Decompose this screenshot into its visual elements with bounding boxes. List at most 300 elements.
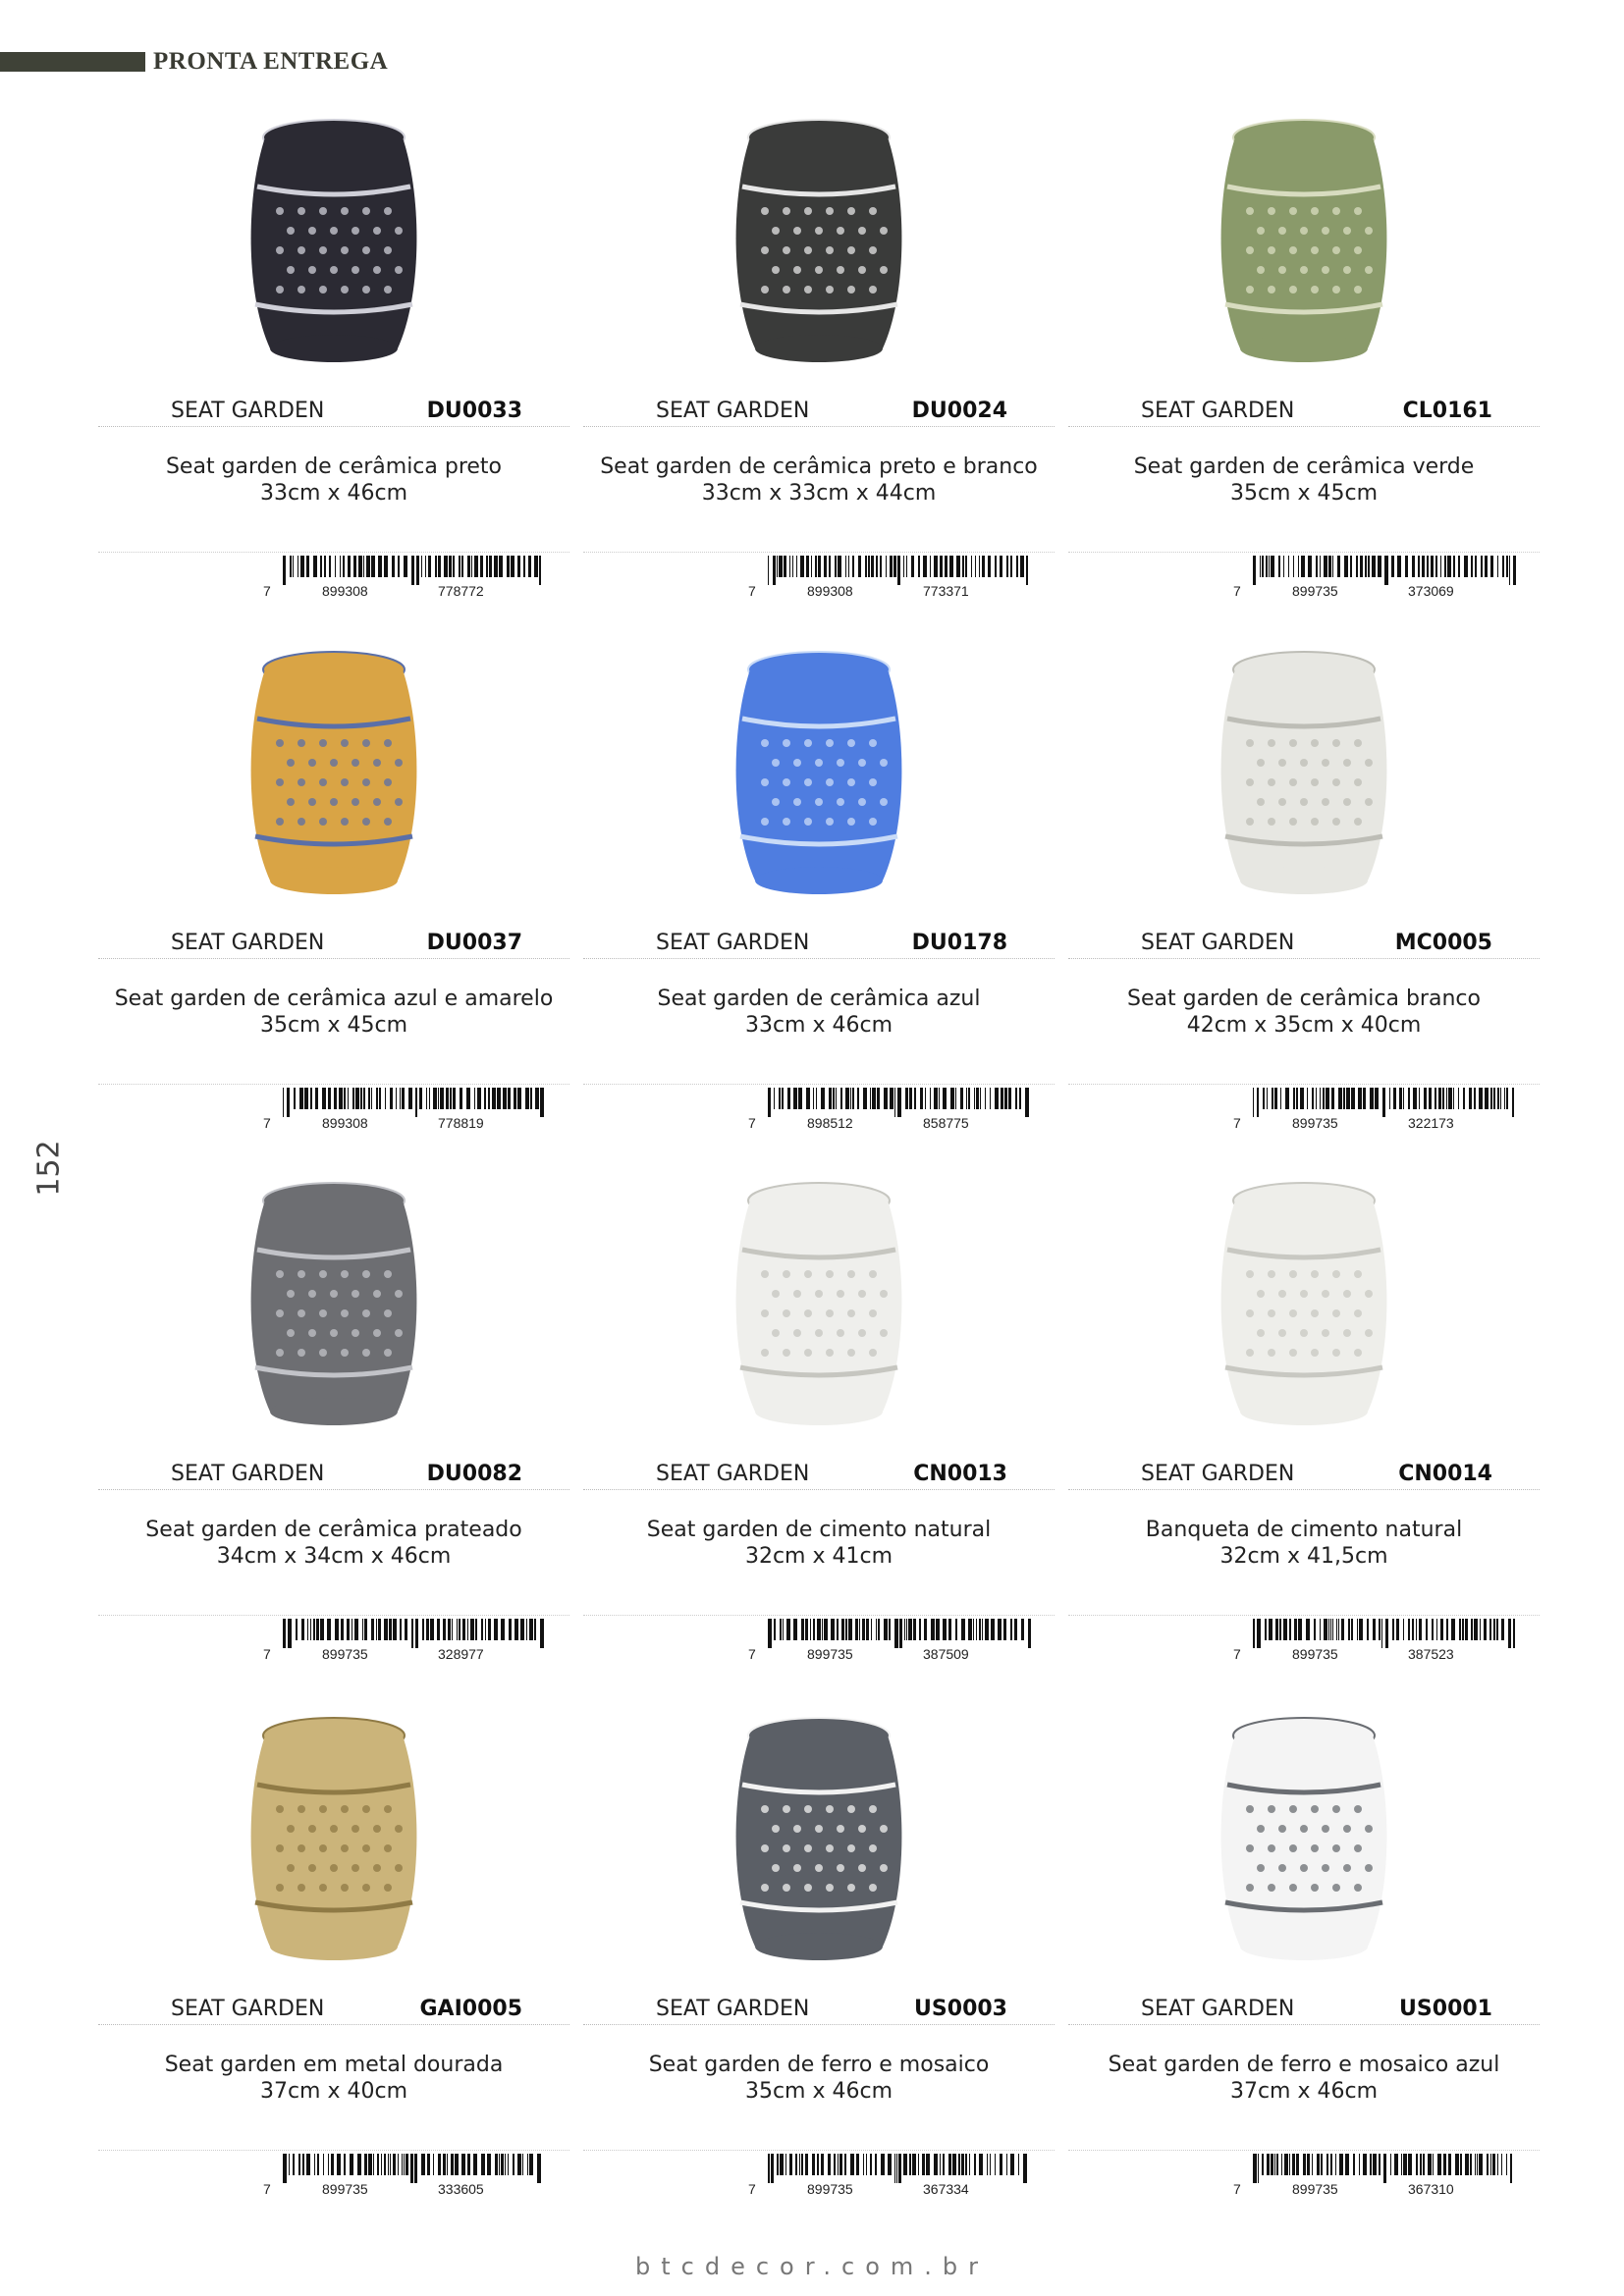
product-code: DU0178 bbox=[911, 931, 1007, 955]
divider bbox=[583, 2150, 1055, 2151]
description-text: Banqueta de cimento natural bbox=[1145, 1518, 1463, 1542]
barcode-bar bbox=[1408, 1619, 1410, 1640]
barcode-bars-icon bbox=[283, 2154, 548, 2183]
barcode-bar bbox=[1003, 1619, 1006, 1640]
barcode-bar bbox=[362, 1619, 363, 1640]
barcode-bar bbox=[451, 2154, 454, 2175]
barcode-bar bbox=[974, 2154, 976, 2175]
barcode-bar bbox=[898, 2154, 901, 2183]
barcode-bar bbox=[968, 1088, 970, 1109]
barcode-bar bbox=[425, 556, 426, 577]
barcode-bar bbox=[1458, 1088, 1459, 1109]
barcode-bar bbox=[952, 2154, 956, 2175]
barcode-bar bbox=[529, 1619, 533, 1640]
barcode-bar bbox=[841, 1619, 844, 1640]
barcode-bar bbox=[1502, 556, 1504, 577]
barcode-bar bbox=[288, 1619, 292, 1648]
barcode-bar bbox=[1346, 1088, 1350, 1109]
description-text: Seat garden de cerâmica azul bbox=[657, 987, 981, 1011]
barcode-bar bbox=[1438, 1088, 1441, 1109]
barcode-bar bbox=[1016, 556, 1018, 577]
product-code: DU0082 bbox=[426, 1462, 522, 1486]
barcode-first-digit: 7 bbox=[748, 2181, 756, 2197]
barcode-bar bbox=[415, 1088, 417, 1117]
barcode-first-digit: 7 bbox=[1233, 1646, 1241, 1662]
product-row bbox=[98, 1462, 569, 1490]
barcode-bar bbox=[871, 1619, 872, 1640]
barcode-bar bbox=[290, 556, 292, 577]
barcode-bar bbox=[1263, 1088, 1265, 1109]
divider bbox=[98, 1084, 569, 1085]
barcode-bar bbox=[1008, 1088, 1011, 1109]
barcode-bar bbox=[768, 1619, 772, 1648]
dimensions-text: 32cm x 41,5cm bbox=[1219, 1544, 1388, 1569]
barcode-bar bbox=[985, 1619, 989, 1640]
barcode-bar bbox=[1320, 1088, 1321, 1109]
barcode-bar bbox=[364, 2154, 367, 2175]
barcode-bar bbox=[283, 1088, 284, 1117]
barcode-bar bbox=[486, 556, 488, 577]
description-text: Seat garden de cerâmica verde bbox=[1133, 454, 1475, 479]
barcode-bar bbox=[487, 2154, 491, 2175]
barcode-bars-icon bbox=[1253, 1619, 1518, 1648]
product-code: CL0161 bbox=[1402, 399, 1492, 423]
barcode-bar bbox=[1258, 2154, 1259, 2183]
barcode-bar bbox=[1392, 1619, 1394, 1640]
barcode-bar bbox=[1324, 1619, 1327, 1640]
barcode-bar bbox=[872, 1088, 876, 1109]
barcode-bar bbox=[353, 556, 356, 577]
barcode-bar bbox=[777, 2154, 779, 2175]
barcode-bar bbox=[968, 1619, 972, 1640]
barcode-bar bbox=[1359, 2154, 1360, 2175]
barcode-bar bbox=[1357, 1619, 1358, 1640]
barcode-bar bbox=[1353, 2154, 1355, 2175]
barcode-bar bbox=[1006, 556, 1008, 577]
barcode-bars-icon bbox=[283, 1088, 548, 1117]
barcode-bar bbox=[520, 1619, 524, 1640]
barcode-bar bbox=[517, 556, 520, 577]
barcode-bar bbox=[470, 1619, 474, 1640]
barcode-first-digit: 7 bbox=[748, 583, 756, 599]
barcode-bar bbox=[344, 2154, 346, 2175]
barcode-bar bbox=[1289, 1619, 1291, 1640]
barcode-bar bbox=[922, 2154, 925, 2175]
barcode bbox=[1233, 556, 1528, 597]
barcode-bar bbox=[948, 2154, 951, 2175]
barcode-bar bbox=[856, 2154, 859, 2175]
barcode-bar bbox=[822, 1619, 823, 1640]
barcode-bar bbox=[988, 556, 991, 577]
barcode-bar bbox=[780, 2154, 784, 2175]
barcode-bar bbox=[889, 1619, 891, 1640]
barcode-bar bbox=[1285, 1088, 1289, 1109]
barcode-bar bbox=[1470, 2154, 1472, 2175]
barcode-bars-icon bbox=[1253, 556, 1518, 585]
barcode-bar bbox=[1337, 556, 1340, 577]
barcode-bar bbox=[466, 1088, 470, 1109]
barcode-bar bbox=[866, 2154, 867, 2175]
divider bbox=[98, 1615, 569, 1616]
barcode-bar bbox=[537, 2154, 541, 2183]
barcode-bar bbox=[1455, 2154, 1459, 2175]
barcode-bar bbox=[501, 1619, 505, 1640]
barcode-bar bbox=[995, 2154, 996, 2175]
barcode-bar bbox=[1405, 556, 1408, 577]
barcode-bar bbox=[934, 2154, 938, 2175]
barcode-bar bbox=[930, 556, 931, 577]
barcode-bar bbox=[377, 2154, 379, 2175]
barcode-bar bbox=[393, 2154, 396, 2175]
barcode-bar bbox=[1301, 556, 1305, 577]
barcode bbox=[263, 1088, 558, 1129]
barcode-bar bbox=[845, 1088, 849, 1109]
barcode-bar bbox=[501, 2154, 504, 2175]
barcode-group-2: 367334 bbox=[923, 2181, 969, 2197]
barcode-bar bbox=[534, 1619, 536, 1640]
barcode-bar bbox=[310, 1088, 312, 1109]
barcode-bar bbox=[535, 1088, 539, 1109]
barcode-bar bbox=[1360, 556, 1363, 577]
description-text: Seat garden de cerâmica azul e amarelo bbox=[114, 987, 554, 1011]
barcode-bar bbox=[393, 1619, 397, 1640]
dimensions-text: 37cm x 46cm bbox=[1229, 2079, 1379, 2104]
barcode-bar bbox=[484, 1088, 486, 1109]
barcode-bar bbox=[313, 1619, 315, 1640]
barcode-bar bbox=[421, 2154, 425, 2175]
barcode bbox=[748, 2154, 1043, 2195]
barcode-bar bbox=[406, 2154, 408, 2175]
dimensions-text: 35cm x 45cm bbox=[259, 1013, 408, 1038]
barcode-bar bbox=[1379, 1619, 1380, 1640]
barcode-bar bbox=[852, 556, 854, 577]
barcode-bar bbox=[863, 2154, 864, 2175]
barcode-bar bbox=[299, 1088, 303, 1109]
barcode-bar bbox=[474, 556, 478, 577]
barcode-bar bbox=[354, 1619, 358, 1640]
barcode-bar bbox=[398, 2154, 399, 2175]
barcode-bar bbox=[965, 2154, 967, 2175]
barcode-bar bbox=[1269, 1619, 1272, 1640]
barcode-bar bbox=[449, 556, 452, 577]
barcode-bar bbox=[1412, 556, 1415, 577]
barcode-bar bbox=[1423, 2154, 1425, 2175]
barcode-bar bbox=[786, 1619, 790, 1640]
barcode-bar bbox=[857, 1088, 859, 1109]
barcode-bar bbox=[1465, 1619, 1468, 1640]
barcode-bar bbox=[1401, 2154, 1402, 2175]
barcode-bar bbox=[343, 556, 345, 577]
barcode-bar bbox=[1383, 2154, 1386, 2183]
product-row bbox=[1068, 931, 1540, 959]
barcode-bar bbox=[924, 1619, 927, 1640]
barcode-bar bbox=[911, 556, 914, 577]
barcode-bar bbox=[1379, 2154, 1380, 2175]
barcode-bar bbox=[976, 1619, 977, 1640]
barcode-bar bbox=[829, 556, 831, 577]
barcode-bar bbox=[508, 2154, 509, 2175]
barcode-bar bbox=[800, 556, 804, 577]
barcode-group-2: 778819 bbox=[438, 1115, 484, 1131]
barcode-bar bbox=[335, 556, 336, 577]
barcode-bar bbox=[971, 556, 972, 577]
barcode-bar bbox=[1351, 1619, 1353, 1640]
barcode-bar bbox=[894, 1619, 898, 1648]
barcode-first-digit: 7 bbox=[263, 1115, 271, 1131]
barcode-bar bbox=[934, 556, 938, 577]
barcode-bar bbox=[1485, 1088, 1489, 1109]
barcode-bar bbox=[357, 2154, 361, 2175]
barcode-bar bbox=[1427, 556, 1429, 577]
barcode-bar bbox=[943, 1088, 947, 1109]
barcode-bar bbox=[982, 1619, 983, 1640]
barcode-bar bbox=[1442, 1088, 1444, 1109]
barcode-bar bbox=[787, 1088, 790, 1109]
divider bbox=[1068, 2150, 1540, 2151]
barcode-bar bbox=[1321, 2154, 1323, 2175]
product-code: DU0037 bbox=[426, 931, 522, 955]
barcode-bar bbox=[1283, 1619, 1287, 1640]
barcode-bar bbox=[817, 1619, 821, 1640]
barcode-bar bbox=[1497, 1088, 1499, 1109]
barcode-bar bbox=[1328, 1619, 1329, 1640]
barcode-bar bbox=[1019, 1088, 1021, 1109]
barcode-bar bbox=[1359, 1619, 1363, 1640]
barcode-group-1: 899735 bbox=[322, 2181, 368, 2197]
barcode-bar bbox=[1480, 1619, 1481, 1640]
barcode-bar bbox=[471, 556, 472, 577]
barcode-bar bbox=[961, 1619, 965, 1640]
product-code: US0003 bbox=[914, 1997, 1007, 2021]
footer-website[interactable]: btcdecor.com.br bbox=[635, 2253, 989, 2280]
barcode-bar bbox=[919, 1619, 921, 1640]
barcode-bar bbox=[884, 1088, 888, 1109]
dimensions-text: 34cm x 34cm x 46cm bbox=[216, 1544, 452, 1569]
barcode-bar bbox=[300, 556, 304, 577]
dimensions-text: 32cm x 41cm bbox=[744, 1544, 893, 1569]
barcode-bar bbox=[838, 2154, 839, 2175]
barcode-bar bbox=[785, 2154, 786, 2175]
barcode bbox=[748, 556, 1043, 597]
barcode-bar bbox=[774, 1619, 776, 1640]
product-description bbox=[1068, 1517, 1540, 1570]
barcode-bar bbox=[314, 2154, 315, 2175]
barcode-bar bbox=[1312, 1088, 1314, 1109]
barcode-bar bbox=[987, 2154, 988, 2175]
barcode-bar bbox=[792, 556, 793, 577]
barcode-bar bbox=[1437, 2154, 1441, 2175]
barcode-bar bbox=[871, 556, 874, 577]
barcode-bar bbox=[1293, 1088, 1295, 1109]
barcode-bar bbox=[1324, 556, 1327, 577]
barcode-bar bbox=[1506, 556, 1508, 577]
barcode-bar bbox=[390, 2154, 391, 2175]
barcode-bar bbox=[865, 556, 867, 577]
barcode-bar bbox=[461, 556, 463, 577]
barcode-bar bbox=[467, 2154, 470, 2175]
barcode-bar bbox=[925, 1088, 926, 1109]
barcode-bar bbox=[481, 2154, 485, 2175]
barcode-bar bbox=[352, 1088, 354, 1109]
barcode-bar bbox=[283, 1619, 286, 1648]
barcode-bar bbox=[1485, 556, 1488, 577]
barcode-bar bbox=[780, 1619, 782, 1640]
barcode-bar bbox=[828, 2154, 831, 2175]
barcode-bar bbox=[511, 556, 514, 577]
description-text: Seat garden de ferro e mosaico azul bbox=[1108, 2053, 1500, 2077]
barcode-bar bbox=[1373, 2154, 1377, 2175]
product-name: SEAT GARDEN bbox=[1141, 399, 1295, 423]
barcode bbox=[263, 2154, 558, 2195]
barcode-bar bbox=[368, 2154, 372, 2175]
barcode-bar bbox=[283, 2154, 287, 2183]
barcode-group-1: 899735 bbox=[1292, 2181, 1338, 2197]
barcode-bar bbox=[323, 2154, 324, 2175]
barcode-bar bbox=[341, 1619, 344, 1640]
black-ceramic-stool-icon bbox=[236, 108, 432, 373]
barcode-bar bbox=[1279, 1619, 1281, 1640]
barcode-bar bbox=[373, 2154, 374, 2175]
product-name: SEAT GARDEN bbox=[656, 1462, 810, 1486]
green-ceramic-stool-icon bbox=[1206, 108, 1402, 373]
barcode-bar bbox=[1393, 1088, 1396, 1109]
barcode-bar bbox=[934, 1088, 938, 1109]
barcode-bar bbox=[329, 556, 331, 577]
barcode-bar bbox=[1280, 1088, 1281, 1109]
barcode-bar bbox=[982, 556, 985, 577]
barcode-bar bbox=[384, 2154, 386, 2175]
barcode-bar bbox=[1365, 556, 1367, 577]
dimensions-text: 35cm x 46cm bbox=[744, 2079, 893, 2104]
barcode-bar bbox=[888, 2154, 892, 2175]
barcode-bar bbox=[1326, 1088, 1329, 1109]
barcode-bar bbox=[1332, 1619, 1333, 1640]
barcode-bar bbox=[1464, 556, 1468, 577]
barcode-bar bbox=[457, 1619, 458, 1640]
barcode-bar bbox=[979, 1619, 981, 1640]
barcode-bar bbox=[363, 1088, 365, 1109]
barcode-bar bbox=[366, 556, 370, 577]
barcode-bar bbox=[884, 1619, 888, 1640]
barcode-bar bbox=[1274, 1088, 1277, 1109]
barcode-bar bbox=[1021, 1619, 1024, 1640]
barcode-bar bbox=[974, 1088, 975, 1109]
white-geometric-stool-icon bbox=[721, 1171, 917, 1436]
barcode-bar bbox=[771, 2154, 774, 2183]
description-text: Seat garden de cerâmica branco bbox=[1127, 987, 1481, 1011]
barcode-bar bbox=[960, 1088, 963, 1109]
barcode-bar bbox=[813, 1619, 815, 1640]
barcode-bar bbox=[364, 1619, 367, 1640]
barcode-bar bbox=[1372, 556, 1376, 577]
barcode-bar bbox=[962, 556, 964, 577]
barcode-bar bbox=[1272, 1088, 1273, 1109]
barcode-bar bbox=[798, 1088, 802, 1109]
barcode-bar bbox=[475, 1619, 477, 1640]
barcode bbox=[263, 1619, 558, 1660]
barcode-bar bbox=[1253, 1088, 1254, 1117]
barcode-bar bbox=[1336, 1619, 1337, 1640]
barcode-bar bbox=[363, 556, 364, 577]
barcode-bar bbox=[955, 1619, 957, 1640]
barcode-bar bbox=[1493, 1619, 1495, 1640]
barcode-bar bbox=[886, 556, 887, 577]
product-code: DU0024 bbox=[911, 399, 1007, 423]
barcode-bar bbox=[1344, 556, 1348, 577]
barcode-bar bbox=[1453, 556, 1455, 577]
barcode-bar bbox=[903, 2154, 907, 2175]
barcode-bar bbox=[1497, 2154, 1498, 2175]
barcode-bar bbox=[396, 1088, 397, 1109]
barcode-bar bbox=[1275, 1619, 1278, 1640]
barcode-bar bbox=[1010, 1619, 1012, 1640]
product-row bbox=[98, 399, 569, 427]
barcode-bar bbox=[404, 556, 407, 577]
barcode-bar bbox=[1416, 1619, 1417, 1640]
barcode-bar bbox=[1000, 2154, 1002, 2175]
barcode-bar bbox=[1298, 1619, 1302, 1640]
barcode-bar bbox=[497, 1088, 501, 1109]
barcode-bar bbox=[1303, 2154, 1306, 2175]
barcode-bar bbox=[462, 1619, 465, 1640]
barcode-bar bbox=[943, 1619, 947, 1640]
barcode-bar bbox=[868, 556, 870, 577]
product-description bbox=[98, 986, 569, 1039]
barcode-bar bbox=[322, 1088, 326, 1109]
barcode-bar bbox=[492, 1088, 496, 1109]
barcode-bar bbox=[1446, 1088, 1447, 1109]
barcode-bar bbox=[505, 2154, 506, 2175]
barcode-group-1: 899735 bbox=[807, 1646, 853, 1662]
barcode-bar bbox=[990, 2154, 991, 2175]
barcode-bar bbox=[1475, 2154, 1476, 2175]
barcode-bar bbox=[1506, 1088, 1508, 1109]
product-name: SEAT GARDEN bbox=[1141, 1462, 1295, 1486]
blue-mosaic-iron-stool-icon bbox=[1206, 1706, 1402, 1971]
barcode-bar bbox=[489, 556, 492, 577]
barcode-bar bbox=[961, 2154, 964, 2175]
barcode-bar bbox=[1419, 1088, 1420, 1109]
barcode-bar bbox=[1296, 2154, 1299, 2175]
barcode-bar bbox=[1490, 1088, 1492, 1109]
barcode-bar bbox=[400, 1088, 401, 1109]
barcode-bar bbox=[293, 2154, 295, 2175]
barcode-bar bbox=[416, 556, 419, 585]
barcode-bar bbox=[411, 1619, 413, 1648]
barcode-first-digit: 7 bbox=[1233, 2181, 1241, 2197]
barcode-bar bbox=[965, 556, 967, 577]
product-name: SEAT GARDEN bbox=[1141, 1997, 1295, 2021]
barcode-bar bbox=[1363, 1088, 1366, 1109]
barcode-bar bbox=[1459, 1619, 1461, 1640]
barcode-bar bbox=[1332, 556, 1333, 577]
barcode-bar bbox=[1504, 1088, 1505, 1109]
barcode-bar bbox=[438, 2154, 441, 2175]
barcode-bar bbox=[453, 1088, 456, 1109]
barcode-bar bbox=[315, 1088, 318, 1109]
barcode-bar bbox=[355, 1088, 359, 1109]
barcode-bar bbox=[845, 1619, 847, 1640]
barcode-bar bbox=[896, 2154, 897, 2183]
barcode-bar bbox=[313, 556, 317, 577]
barcode-bar bbox=[859, 1619, 860, 1640]
barcode-bar bbox=[821, 2154, 824, 2175]
section-title: PRONTA ENTREGA bbox=[153, 48, 389, 75]
barcode-bar bbox=[339, 1088, 343, 1109]
barcode-bar bbox=[1317, 2154, 1320, 2175]
barcode-bar bbox=[1481, 556, 1483, 577]
barcode-bar bbox=[1323, 1088, 1325, 1109]
